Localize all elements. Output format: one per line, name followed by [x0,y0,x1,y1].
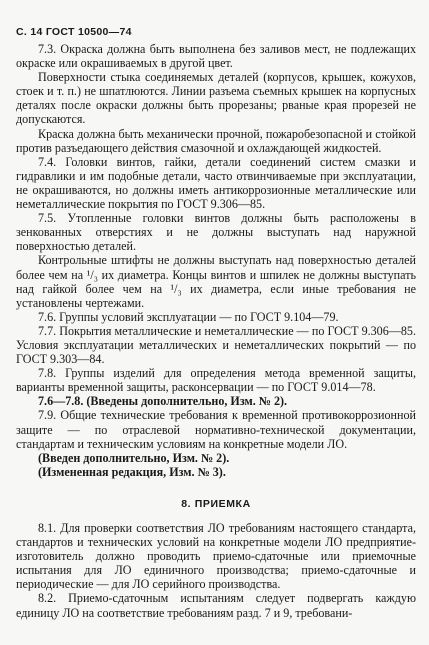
amendment-note-introduced: (Введен дополнительно, Изм. № 2). [38,450,230,465]
paragraph-8-2: 8.2. Приемо-сдаточным испытаниям следует подвергать каждую единицу ЛО на соответствие требованиям разд. 7 и 9, требовани- [16,591,416,620]
paragraph-7-6: 7.6. Группы условий эксплуатации — по ГОСТ 9.104—79. [38,309,339,324]
paragraph-8-1: 8.1. Для проверки соответствия ЛО требованиям настоящего стандарта, стандартов и технических условий на конкретные модели ЛО предприятие-изготовитель должно проводить приемо-сдаточные или приемочные испытания для ЛО единичного производства; приемо-сдаточные и периодические — для ЛО серийного производства. [16,521,416,592]
paragraph-7-8: 7.8. Группы изделий для определения метода временной защиты, варианты временной защиты, расконсервации — по ГОСТ 9.014—78. [16,366,416,395]
paragraph-7-4: 7.4. Головки винтов, гайки, детали соединений систем смазки и гидравлики и им подобные детали, часто отвинчиваемые при эксплуатации, не окрашиваются, но должны иметь антикоррозионные металлические или неметаллические покрытия по ГОСТ 9.306—85. [16,154,416,212]
paragraph-7-3: 7.3. Окраска должна быть выполнена без заливов мест, не подлежащих окраске или окрашиваемых в другой цвет. [16,42,416,71]
paragraph-7-5: 7.5. Утопленные головки винтов должны быть расположены в зенкованных отверстиях и не должны выступать над наружной поверхностью деталей. [16,211,416,254]
amendment-note-7-6-7-8: 7.6—7.8. (Введены дополнительно, Изм. № 2). [38,394,288,409]
paragraph-paint-strength: Краска должна быть механически прочной, пожаробезопасной и стойкой против разъедающего действия смазочной и охлаждающей жидкостей. [16,126,416,155]
paragraph-joint-surfaces: Поверхности стыка соединяемых деталей (корпусов, крышек, кожухов, стоек и т. п.) не шпатлюются. Линии разъема съемных крышек на корпусных деталях после окраски должны быть прорезаны; рваные края прорезей не допускаются. [16,70,416,127]
paragraph-7-9: 7.9. Общие технические требования к временной противокоррозионной защите — по отраслевой нормативно-технической документации, стандартам и техническим условиям на конкретные модели ЛО. [16,408,416,451]
paragraph-7-7: 7.7. Покрытия металлические и неметаллические — по ГОСТ 9.306—85. Условия эксплуатации металлических и неметаллических покрытий — по ГОСТ 9.303—84. [16,323,416,367]
document-body [16,42,416,620]
section-title-acceptance: 8. ПРИЕМКА [181,497,251,510]
paragraph-control-pins: Контрольные штифты не должны выступать над поверхностью деталей более чем на ¹/₃ их диаметра. Концы винтов и шпилек не должны выступать над гайкой более чем на ¹/₃ их диаметра, если иные требования не установлены чертежами. [16,253,416,310]
page-header: С. 14 ГОСТ 10500—74 [16,26,132,38]
amendment-note-revised: (Измененная редакция, Изм. № 3). [38,464,226,479]
